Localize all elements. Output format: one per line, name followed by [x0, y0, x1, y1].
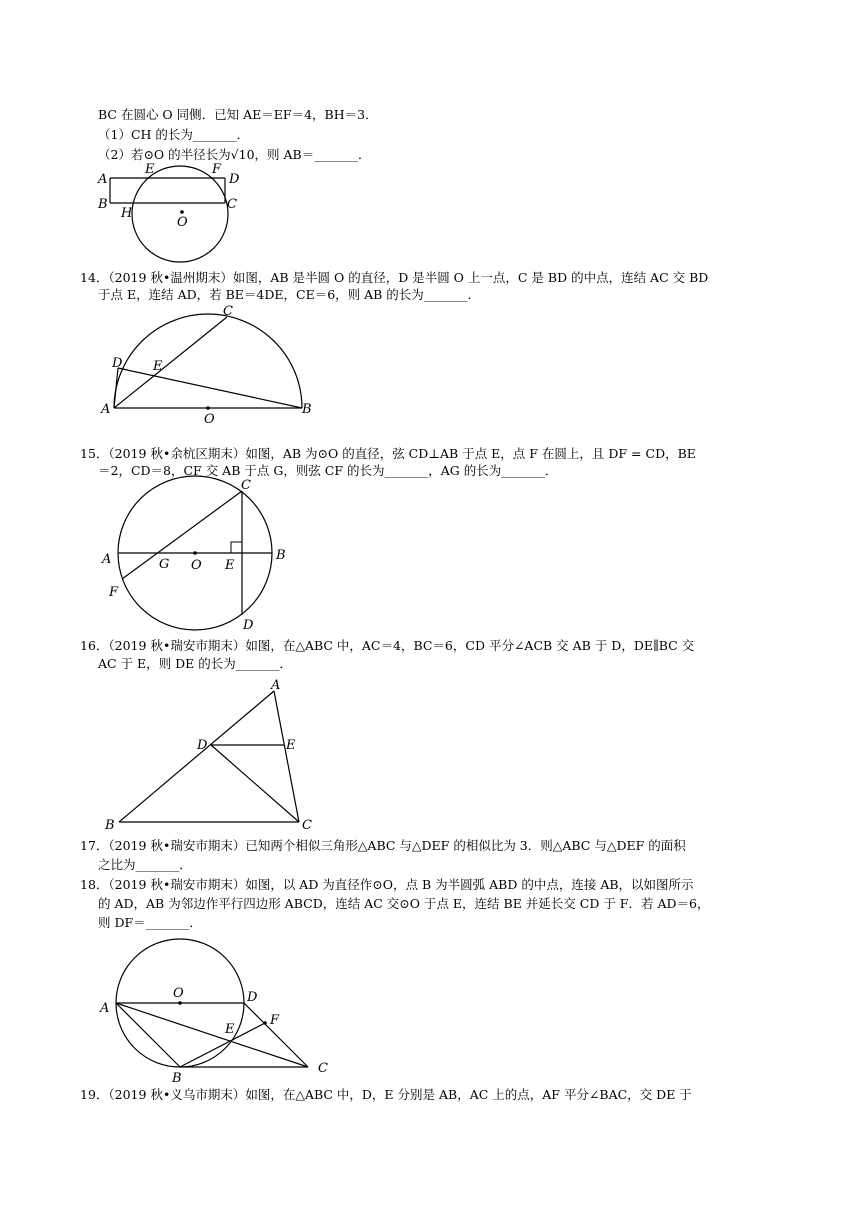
- q16-label-e: E: [286, 738, 296, 753]
- q13-circle: [132, 166, 228, 262]
- q18-center-point: [178, 1001, 182, 1005]
- q14-text-line-1: 14．（2019 秋•温州期末）如图，AB 是半圆 O 的直径，D 是半圆 O 上一点，C 是 BD 的中点，连结 AC 交 BD: [80, 270, 709, 285]
- q13-text-line: BC 在圆心 O 同侧．已知 AE＝EF＝4，BH＝3．: [98, 107, 378, 122]
- q16-segment-dc: [211, 745, 299, 822]
- q14-semicircle: [114, 314, 302, 408]
- q15-label-d: D: [243, 618, 254, 633]
- q15-label-a: A: [102, 552, 112, 567]
- q16-label-b: B: [105, 818, 115, 833]
- q16-label-d: D: [197, 738, 208, 753]
- q16-side-ab: [119, 691, 274, 822]
- q14-segment-ac: [114, 317, 227, 408]
- q13-part-1: （1）CH 的长为_______．: [98, 127, 250, 142]
- q13-label-f: F: [212, 162, 222, 177]
- q14-label-a: A: [101, 402, 111, 417]
- q17-text-line-1: 17．（2019 秋•瑞安市期末）已知两个相似三角形△ABC 与△DEF 的相似比为 3．则△ABC 与△DEF 的面积: [80, 838, 686, 853]
- q18-point-f: [263, 1021, 267, 1025]
- q15-chord-cf: [122, 491, 242, 579]
- q18-label-b: B: [172, 1071, 182, 1086]
- q15-center-point: [193, 551, 197, 555]
- q15-text-line-2: ＝2，CD＝8，CF 交 AB 于点 G，则弦 CF 的长为_______，AG 的长为_______．: [98, 463, 558, 478]
- q15-right-angle-mark: [231, 542, 242, 553]
- q15-figure: [100, 474, 300, 634]
- q18-text-line-1: 18．（2019 秋•瑞安市期末）如图，以 AD 为直径作⊙O，点 B 为半圆弧 ABD 的中点，连接 AB，以如图所示: [80, 877, 694, 892]
- q14-figure: [96, 300, 326, 425]
- q14-label-c: C: [223, 304, 233, 319]
- q13-label-e: E: [145, 162, 155, 177]
- q14-label-b: B: [302, 402, 312, 417]
- q13-part-2: （2）若⊙O 的半径长为√10，则 AB＝_______．: [98, 147, 371, 162]
- q18-label-c: C: [318, 1061, 328, 1076]
- q13-figure: [92, 160, 252, 260]
- q16-side-ac: [274, 691, 299, 822]
- q16-text-line-1: 16．（2019 秋•瑞安市期末）如图，在△ABC 中，AC＝4，BC＝6，CD 平分∠ACB 交 AB 于 D，DE∥BC 交: [80, 638, 695, 653]
- q16-figure: [100, 673, 330, 833]
- q14-segment-ad: [114, 368, 118, 408]
- q15-label-c: C: [241, 478, 251, 493]
- q16-text-line-2: AC 于 E，则 DE 的长为_______．: [98, 656, 293, 671]
- q14-label-o: O: [204, 412, 215, 427]
- q14-center-point: [206, 406, 210, 410]
- q14-label-e: E: [153, 359, 163, 374]
- q18-figure: [96, 930, 346, 1085]
- q14-text-line-2: 于点 E，连结 AD，若 BE＝4DE，CE＝6，则 AB 的长为_______．: [98, 287, 481, 302]
- q13-label-d: D: [229, 172, 240, 187]
- q13-label-b: B: [98, 197, 108, 212]
- q15-label-e: E: [225, 558, 235, 573]
- q13-label-c: C: [227, 197, 237, 212]
- q13-center-point: [180, 210, 184, 214]
- q18-segment-bf: [180, 1023, 265, 1067]
- q18-segment-ac: [116, 1003, 308, 1067]
- q13-label-o: O: [177, 215, 188, 230]
- q13-label-h: H: [121, 206, 133, 221]
- q15-label-o: O: [191, 558, 202, 573]
- q18-label-e: E: [225, 1022, 235, 1037]
- q18-label-d: D: [247, 990, 258, 1005]
- q18-segment-ab: [116, 1003, 180, 1067]
- q14-segment-db: [118, 368, 302, 408]
- q18-text-line-3: 则 DF＝_______．: [98, 915, 202, 930]
- q18-label-f: F: [270, 1013, 280, 1028]
- q13-label-a: A: [98, 172, 108, 187]
- q15-label-g: G: [159, 557, 170, 572]
- q18-label-o: O: [173, 986, 184, 1001]
- q18-label-a: A: [100, 1001, 110, 1016]
- q18-text-line-2: 的 AD，AB 为邻边作平行四边形 ABCD，连结 AC 交⊙O 于点 E，连结 BE 并延长交 CD 于 F．若 AD＝6，: [98, 896, 710, 911]
- q16-label-a: A: [271, 678, 281, 693]
- q17-text-line-2: 之比为_______．: [98, 857, 192, 872]
- q14-label-d: D: [112, 356, 123, 371]
- q15-text-line-1: 15．（2019 秋•余杭区期末）如图，AB 为⊙O 的直径，弦 CD⊥AB 于点 E，点 F 在圆上，且 DF = CD，BE: [80, 446, 696, 461]
- q15-label-f: F: [109, 585, 119, 600]
- q15-label-b: B: [276, 548, 286, 563]
- q16-label-c: C: [302, 818, 312, 833]
- q19-text-line-1: 19．（2019 秋•义乌市期末）如图，在△ABC 中，D，E 分别是 AB，AC 上的点，AF 平分∠BAC，交 DE 于: [80, 1087, 692, 1102]
